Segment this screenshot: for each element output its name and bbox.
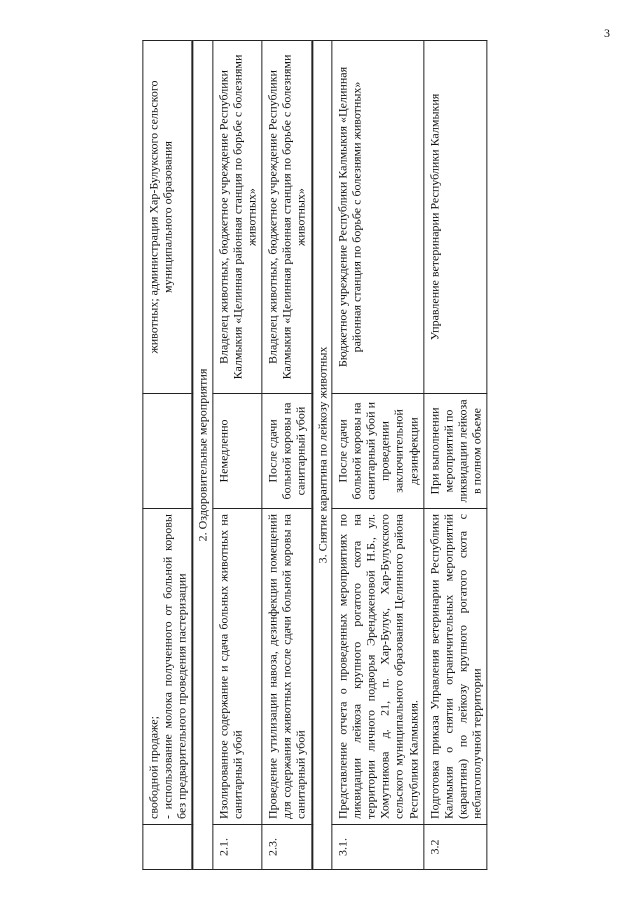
row-responsible: Владелец животных, бюджетное учреждение Республики Калмыкия «Целинная районная станция по борьбе с болезнями животных» (212, 41, 261, 394)
table-row (143, 41, 193, 870)
row-action-line: - использование молока полученного от больной коровы без предварительного проведения пастеризации (160, 514, 189, 819)
row-number: 3.2 (424, 825, 488, 870)
row-number (143, 825, 193, 870)
section-header (193, 41, 213, 870)
row-responsible: Бюджетное учреждение Республики Калмыкия «Целинная районная станция по борьбе с болезнями животных» (332, 41, 424, 394)
row-term: После сдачи больной коровы на санитарный убой (262, 394, 312, 509)
row-action-line: свободной продаже; (146, 716, 161, 819)
section-header (312, 41, 332, 870)
row-responsible: Владелец животных, бюджетное учреждение Республики Калмыкия «Целинная районная станция по борьбе с болезнями животных» (262, 41, 312, 394)
row-term: После сдачи больной коровы на санитарный убой и проведении заключительной дезинфекции (332, 394, 424, 509)
row-action: Подготовка приказа Управления ветеринарии Республики Калмыкия о снятии ограничительных мероприятий (карантина) по лейкозу крупного рогатого скота с неблагополучной территории (424, 509, 488, 825)
row-action: Представление отчета о проведенных мероприятиях по ликвидации лейкоза крупного рогатого скота на территории личного подворья Эрендженовой Н.Б., ул. Хомутникова д. 21, п. Хар-Булук, Хар-Булукского сельского муниципального образования Целинного района Республики Калмыкия. (332, 509, 424, 825)
section-title: 3. Снятие карантина по лейкозу животных (312, 41, 332, 870)
table-row (424, 41, 488, 870)
row-responsible: животных; администрация Хар-Булукского сельского муниципального образования (143, 41, 193, 394)
section-title: 2. Оздоровительные мероприятия (193, 41, 213, 870)
measures-table (142, 40, 487, 870)
row-term: Немедленно (212, 394, 261, 509)
row-action: Изолированное содержание и сдача больных животных на санитарный убой (212, 509, 261, 825)
row-responsible: Управление ветеринарии Республики Калмыкия (424, 41, 488, 394)
row-number: 2.1. (212, 825, 261, 870)
table-row (212, 41, 261, 870)
page-number: 3 (604, 26, 610, 40)
row-term (143, 394, 193, 509)
row-term: При выполнении мероприятий по ликвидации лейкоза в полном объеме (424, 394, 488, 509)
table-row (332, 41, 424, 870)
document-sheet (60, 40, 570, 870)
table-row (262, 41, 312, 870)
row-number: 3.1. (332, 825, 424, 870)
row-action (143, 509, 193, 825)
row-number: 2.3. (262, 825, 312, 870)
row-action: Проведение утилизации навоза, дезинфекции помещений для содержания животных после сдачи больной коровы на санитарный убой (262, 509, 312, 825)
